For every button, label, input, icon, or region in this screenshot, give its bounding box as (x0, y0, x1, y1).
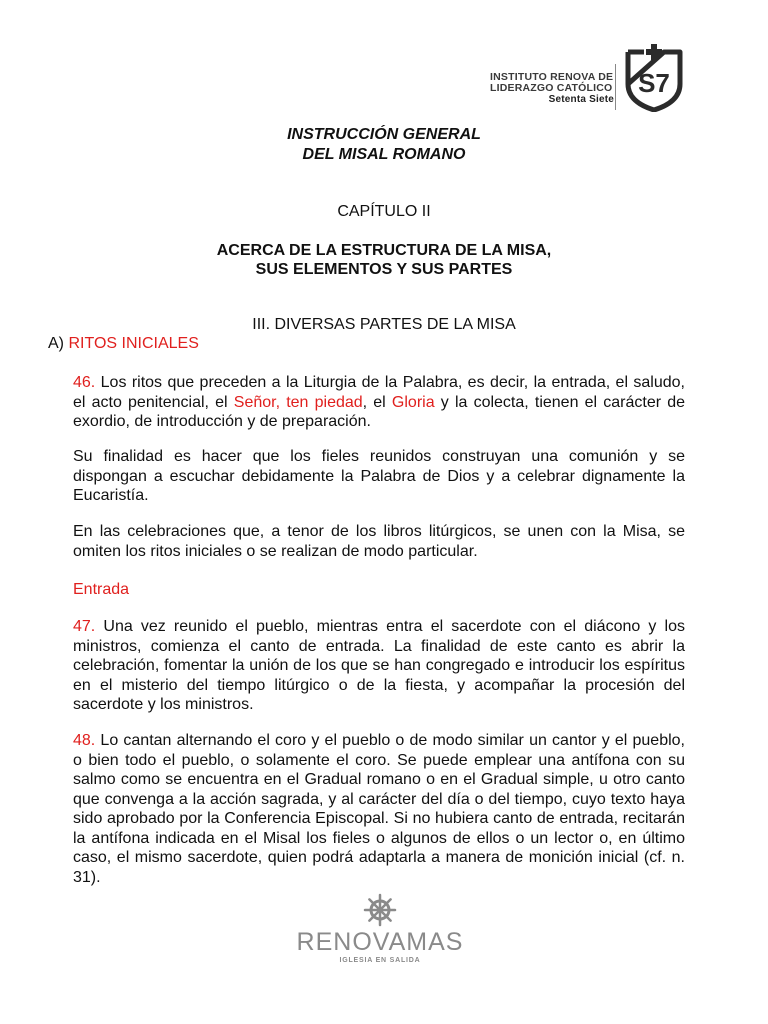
paragraph-celebraciones: En las celebraciones que, a tenor de los libros litúrgicos, se unen con la Misa, se omiten los ritos iniciales o se realizan de modo particular. (73, 523, 685, 560)
brand-divider (615, 64, 616, 110)
brand-line-2: LIDERAZGO CATÓLICO (490, 82, 613, 94)
footer-brand-name: RENOVAMAS (296, 928, 464, 956)
paragraph-number: 46. (73, 374, 96, 391)
ship-wheel-icon (363, 893, 397, 927)
paragraph-text: , el (362, 393, 392, 411)
paragraph-number: 48. (73, 732, 96, 749)
paragraph-finalidad: Su finalidad es hacer que los fieles reunidos construyan una comunión y se dispongan a escuchar debidamente la Palabra de Dios y a celebrar dignamente la Eucaristía. (73, 448, 685, 504)
chapter-heading: CAPÍTULO II (337, 203, 431, 220)
paragraph-text: y la colecta, tienen el carácter de exordio, de introducción y de preparación. (73, 393, 686, 430)
paragraph-47 (73, 617, 685, 715)
subtitle-line-2: SUS ELEMENTOS Y SUS PARTES (255, 261, 513, 278)
paragraph-number: 47. (73, 618, 96, 635)
highlight-senor: Señor, ten piedad (233, 393, 363, 411)
renovamas-logo (280, 893, 480, 964)
brand-line-1: INSTITUTO RENOVA DE (490, 71, 614, 83)
brand-line-3: Setenta Siete (548, 94, 614, 105)
paragraph-text: Los ritos que preceden a la Liturgia de la Palabra, es decir, la entrada, el saludo, el acto penitencial, el (73, 374, 685, 411)
paragraph-text: Lo cantan alternando el coro y el pueblo o de modo similar un cantor y el pueblo, o bien todo el pueblo, o solamente el coro. Se puede emplear una antífona con su salmo como se encuentra en el Gradual romano o en el Gradual simple, u otro canto que convenga a la acción sagrada, y al carácter del día o del tiempo, cuyo texto haya sido aprobado por la Conferencia Episcopal. Si no hubiera canto de entrada, recitarán la antífona indicada en el Misal los fieles o algunos de ellos o un lector o, en último caso, el mismo sacerdote, quien podrá adaptarla a manera de monición inicial (cf. n. 31). (73, 732, 685, 886)
subsection-a-heading (48, 334, 660, 354)
s7-shield-logo (622, 44, 686, 112)
subtitle-line-1: ACERCA DE LA ESTRUCTURA DE LA MISA, (216, 242, 552, 259)
footer-tagline: IGLESIA EN SALIDA (339, 957, 421, 964)
paragraph-text: Una vez reunido el pueblo, mientras entra el sacerdote con el diácono y los ministros, comienza el canto de entrada. La finalidad de este canto es abrir la celebración, fomentar la unión de los que se han congregado e introducir los espíritus en el misterio del tiempo litúrgico o de la fiesta, y acompañar la procesión del sacerdote y los ministros. (73, 618, 685, 713)
section-heading: III. DIVERSAS PARTES DE LA MISA (252, 316, 516, 333)
paragraph-48 (73, 731, 685, 887)
highlight-gloria: Gloria (391, 393, 435, 411)
entrada-heading: Entrada (73, 581, 130, 598)
doc-title-line-2: DEL MISAL ROMANO (302, 146, 466, 163)
doc-title-line-1: INSTRUCCIÓN GENERAL (287, 126, 481, 143)
subsection-a-prefix: A) (48, 335, 69, 352)
brand-text (490, 72, 614, 105)
paragraph-46 (73, 373, 685, 432)
shield-text: S7 (638, 68, 670, 98)
subsection-a-label: RITOS INICIALES (68, 335, 199, 352)
